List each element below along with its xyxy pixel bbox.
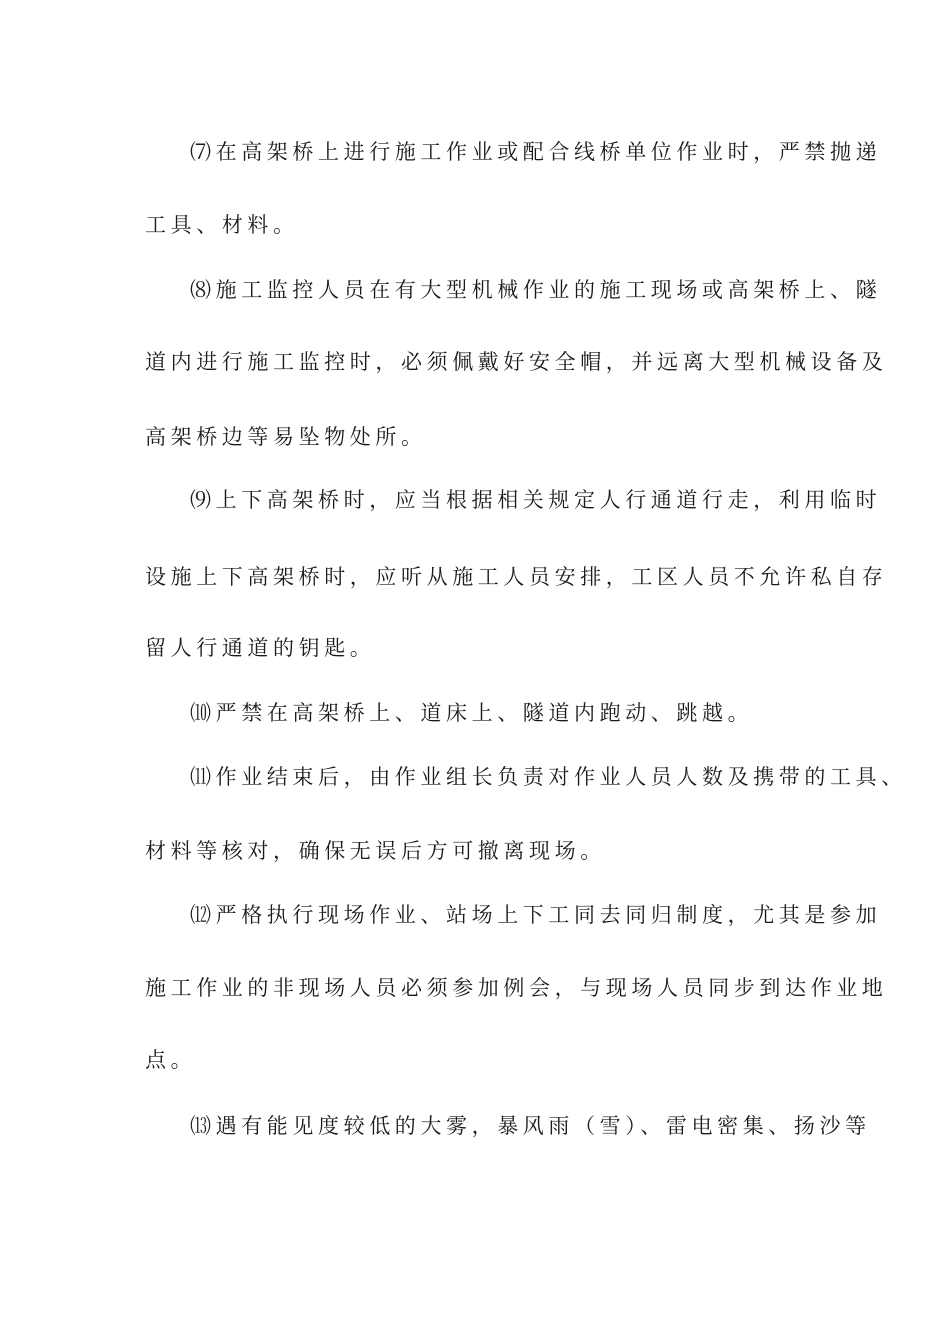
- paragraph-13-line-1: ⒀遇有能见度较低的大雾，暴风雨（雪）、雷电密集、扬沙等: [190, 1114, 871, 1138]
- paragraph-8-line-1: ⑻施工监控人员在有大型机械作业的施工现场或高架桥上、隧: [190, 278, 882, 302]
- paragraph-8-line-3: 高架桥边等易坠物处所。: [145, 425, 427, 449]
- paragraph-7-line-2: 工具、材料。: [145, 213, 299, 237]
- paragraph-7-line-1: ⑺在高架桥上进行施工作业或配合线桥单位作业时，严禁抛递: [190, 140, 882, 164]
- paragraph-10-line-1: ⑽严禁在高架桥上、道床上、隧道内跑动、跳越。: [190, 701, 754, 725]
- paragraph-11-line-1: ⑾作业结束后，由作业组长负责对作业人员人数及携带的工具、: [190, 765, 907, 789]
- paragraph-9-line-3: 留人行通道的钥匙。: [145, 636, 376, 660]
- paragraph-8-line-2: 道内进行施工监控时，必须佩戴好安全帽，并远离大型机械设备及: [145, 350, 888, 374]
- paragraph-9-line-2: 设施上下高架桥时，应听从施工人员安排，工区人员不允许私自存: [145, 565, 888, 589]
- paragraph-9-line-1: ⑼上下高架桥时，应当根据相关规定人行通道行走，利用临时: [190, 488, 882, 512]
- paragraph-12-line-2: 施工作业的非现场人员必须参加例会，与现场人员同步到达作业地: [145, 976, 888, 1000]
- paragraph-12-line-3: 点。: [145, 1048, 197, 1072]
- paragraph-12-line-1: ⑿严格执行现场作业、站场上下工同去同归制度，尤其是参加: [190, 903, 882, 927]
- paragraph-11-line-2: 材料等核对，确保无误后方可撤离现场。: [145, 839, 606, 863]
